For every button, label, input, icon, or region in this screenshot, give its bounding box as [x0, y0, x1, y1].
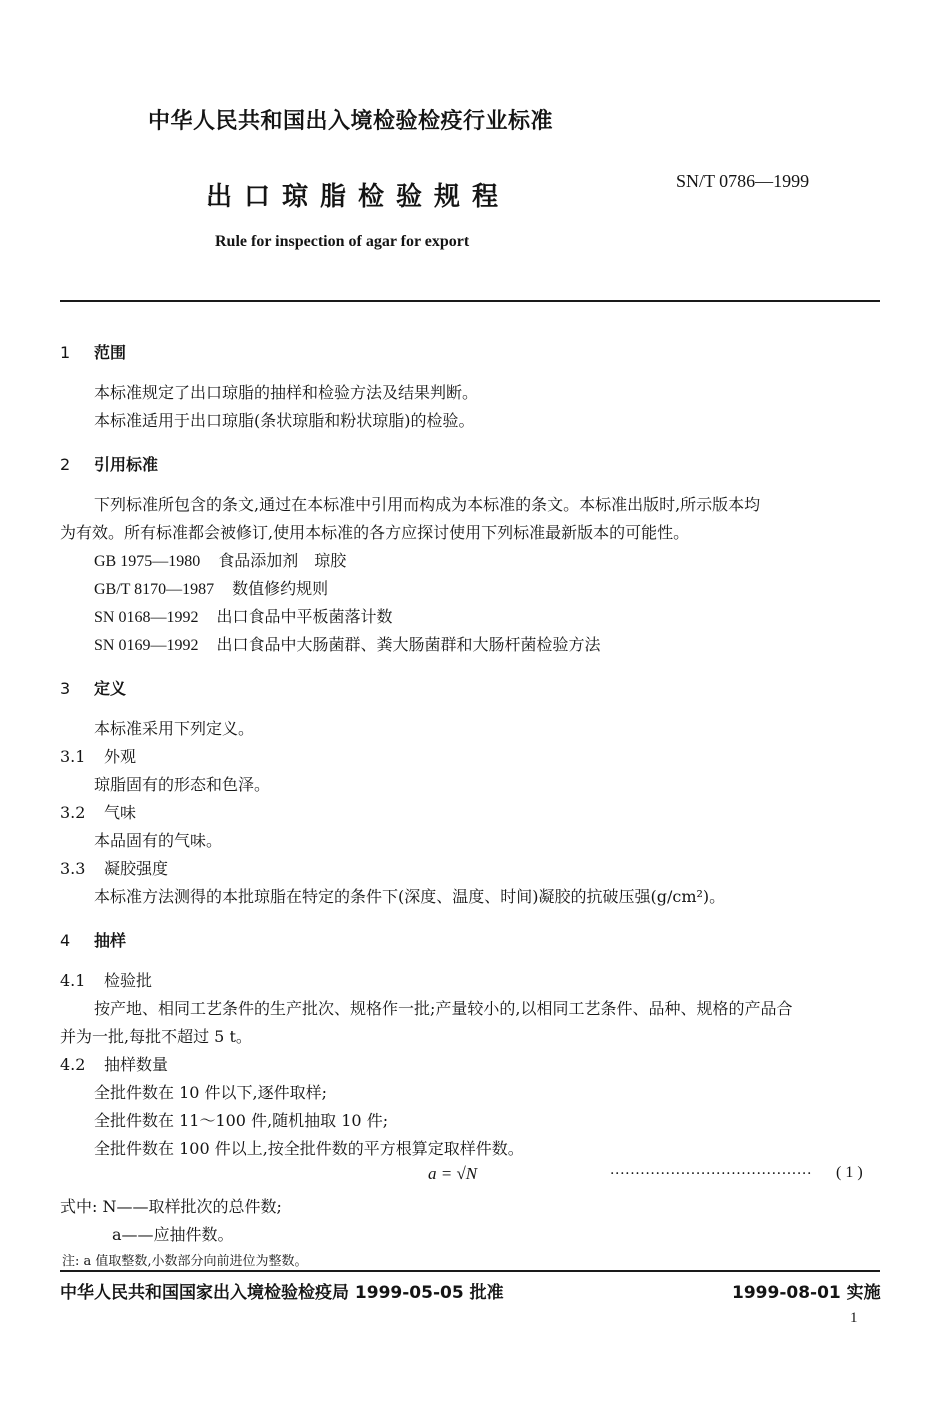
header-rule — [60, 300, 880, 302]
standard-code: SN/T 0786—1999 — [676, 171, 810, 191]
paragraph: 本标准规定了出口琼脂的抽样和检验方法及结果判断。 — [94, 383, 479, 402]
section-number: 3 — [60, 679, 71, 698]
section-title: 抽样 — [94, 931, 127, 950]
subsection-number: 3.2 — [60, 803, 86, 822]
reference-code: GB 1975—1980 — [94, 553, 201, 570]
sampling-rule: 全批件数在 11～100 件,随机抽取 10 件; — [94, 1111, 389, 1130]
subsection-number: 4.2 — [60, 1055, 86, 1074]
subsection-number: 3.3 — [60, 859, 86, 878]
subsection-3-2-heading — [60, 800, 136, 823]
definition-text: 本标准方法测得的本批琼脂在特定的条件下(深度、温度、时间)凝胶的抗破压强(g/cm²)。 — [94, 887, 726, 906]
section-title: 范围 — [94, 343, 127, 362]
approval-statement: 中华人民共和国国家出入境检验检疫局 1999-05-05 批准 — [60, 1283, 504, 1303]
reference-item — [94, 632, 600, 655]
paragraph-line: 为有效。所有标准都会被修订,使用本标准的各方应探讨使用下列标准最新版本的可能性。 — [60, 523, 690, 542]
subsection-4-1-heading — [60, 968, 152, 991]
subsection-number: 3.1 — [60, 747, 86, 766]
subsection-number: 4.1 — [60, 971, 86, 990]
where-label: 式中: — [60, 1197, 98, 1216]
definition-text: 琼脂固有的形态和色泽。 — [94, 775, 271, 794]
section-2-heading — [60, 452, 158, 475]
subsection-4-2-heading — [60, 1052, 168, 1075]
paragraph: 本标准适用于出口琼脂(条状琼脂和粉状琼脂)的检验。 — [94, 411, 475, 430]
subsection-title: 外观 — [104, 747, 137, 766]
subsection-3-3-heading — [60, 856, 168, 879]
reference-item — [94, 576, 328, 599]
paragraph-line: 并为一批,每批不超过 5 t。 — [60, 1027, 252, 1046]
sampling-rule: 全批件数在 100 件以上,按全批件数的平方根算定取样件数。 — [94, 1139, 524, 1158]
subsection-3-1-heading — [60, 744, 136, 767]
reference-item — [94, 604, 392, 627]
definition-text: 本品固有的气味。 — [94, 831, 223, 850]
org-title: 中华人民共和国出入境检验检疫行业标准 — [148, 109, 554, 134]
subsection-title: 抽样数量 — [104, 1055, 169, 1074]
note: 注: a 值取整数,小数部分向前进位为整数。 — [62, 1254, 308, 1269]
reference-title: 数值修约规则 — [232, 579, 329, 598]
formula-leader: ········································ — [610, 1166, 813, 1182]
section-number: 2 — [60, 455, 71, 474]
reference-title: 出口食品中大肠菌群、粪大肠菌群和大肠杆菌检验方法 — [216, 635, 601, 654]
section-title: 引用标准 — [94, 455, 159, 474]
paragraph-line: 按产地、相同工艺条件的生产批次、规格作一批;产量较小的,以相同工艺条件、品种、规格的产品合 — [94, 999, 793, 1018]
section-3-heading — [60, 676, 126, 699]
subsection-title: 检验批 — [104, 971, 153, 990]
section-number: 1 — [60, 343, 71, 362]
reference-title: 出口食品中平板菌落计数 — [216, 607, 393, 626]
section-number: 4 — [60, 931, 71, 950]
section-4-heading — [60, 928, 126, 951]
paragraph: 本标准采用下列定义。 — [94, 719, 255, 738]
subsection-title: 气味 — [104, 803, 137, 822]
where-a-definition: a——应抽件数。 — [112, 1225, 234, 1244]
reference-code: SN 0169—1992 — [94, 637, 199, 654]
formula-number: ( 1 ) — [836, 1164, 863, 1181]
english-title: Rule for inspection of agar for export — [215, 233, 470, 250]
subsection-title: 凝胶强度 — [104, 859, 169, 878]
document-title: 出口琼脂检验规程 — [206, 182, 511, 212]
reference-code: GB/T 8170—1987 — [94, 581, 215, 598]
reference-item — [94, 548, 346, 571]
formula: a = √N — [428, 1164, 478, 1183]
sampling-rule: 全批件数在 10 件以下,逐件取样; — [94, 1083, 328, 1102]
section-title: 定义 — [94, 679, 127, 698]
where-n-definition: N——取样批次的总件数; — [102, 1197, 282, 1216]
section-1-heading — [60, 340, 126, 363]
page-number: 1 — [850, 1310, 858, 1326]
reference-code: SN 0168—1992 — [94, 609, 199, 626]
effective-date: 1999-08-01 实施 — [732, 1283, 881, 1303]
reference-title: 食品添加剂 琼胶 — [218, 551, 347, 570]
where-clause — [60, 1194, 282, 1217]
paragraph-line: 下列标准所包含的条文,通过在本标准中引用而构成为本标准的条文。本标准出版时,所示版本均 — [94, 495, 761, 514]
footer-rule — [60, 1270, 880, 1272]
